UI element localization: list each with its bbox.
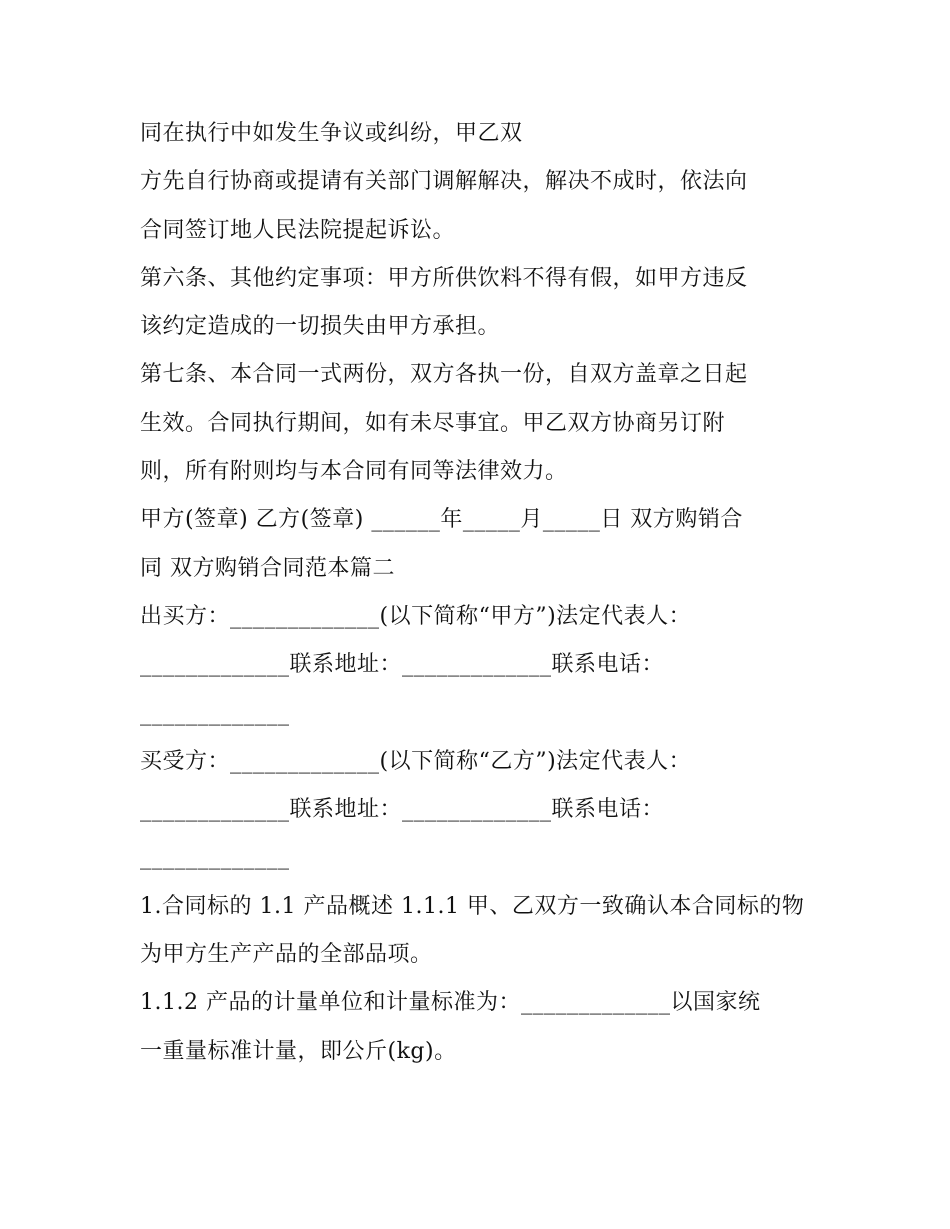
text-line: 甲方(签章) 乙方(签章) ______年_____月_____日 双方购销合 — [140, 507, 743, 533]
text-line: 同 双方购销合同范本篇二 — [140, 555, 395, 581]
text-line: 出买方：_____________(以下简称“甲方”)法定代表人： — [140, 603, 692, 629]
text-line: _____________ — [140, 845, 290, 871]
text-line: 该约定造成的一切损失由甲方承担。 — [140, 314, 501, 340]
text-line: 买受方：_____________(以下简称“乙方”)法定代表人： — [140, 748, 692, 774]
text-line: 第七条、本合同一式两份，双方各执一份，自双方盖章之日起 — [140, 362, 748, 388]
text-line: 第六条、其他约定事项：甲方所供饮料不得有假，如甲方违反 — [140, 265, 748, 291]
text-line: 生效。合同执行期间，如有未尽事宜。甲乙双方协商另订附 — [140, 410, 726, 436]
text-line: 一重量标准计量，即公斤(kg)。 — [140, 1038, 457, 1064]
text-line: 1.合同标的 1.1 产品概述 1.1.1 甲、乙双方一致确认本合同标的物 — [140, 893, 805, 919]
text-line: 合同签订地人民法院提起诉讼。 — [140, 217, 456, 243]
text-line: 为甲方生产产品的全部品项。 — [140, 942, 433, 968]
text-line: 同在执行中如发生争议或纠纷，甲乙双 — [140, 121, 523, 146]
text-line: 1.1.2 产品的计量单位和计量标准为：_____________以国家统 — [140, 990, 761, 1016]
text-line: _____________ — [140, 700, 290, 726]
text-line: 则，所有附则均与本合同有同等法律效力。 — [140, 459, 568, 485]
text-line: 方先自行协商或提请有关部门调解解决，解决不成时，依法向 — [140, 169, 748, 195]
text-line: _____________联系地址：_____________联系电话： — [140, 652, 665, 678]
contract-text — [140, 110, 830, 1076]
text-line: _____________联系地址：_____________联系电话： — [140, 797, 665, 823]
